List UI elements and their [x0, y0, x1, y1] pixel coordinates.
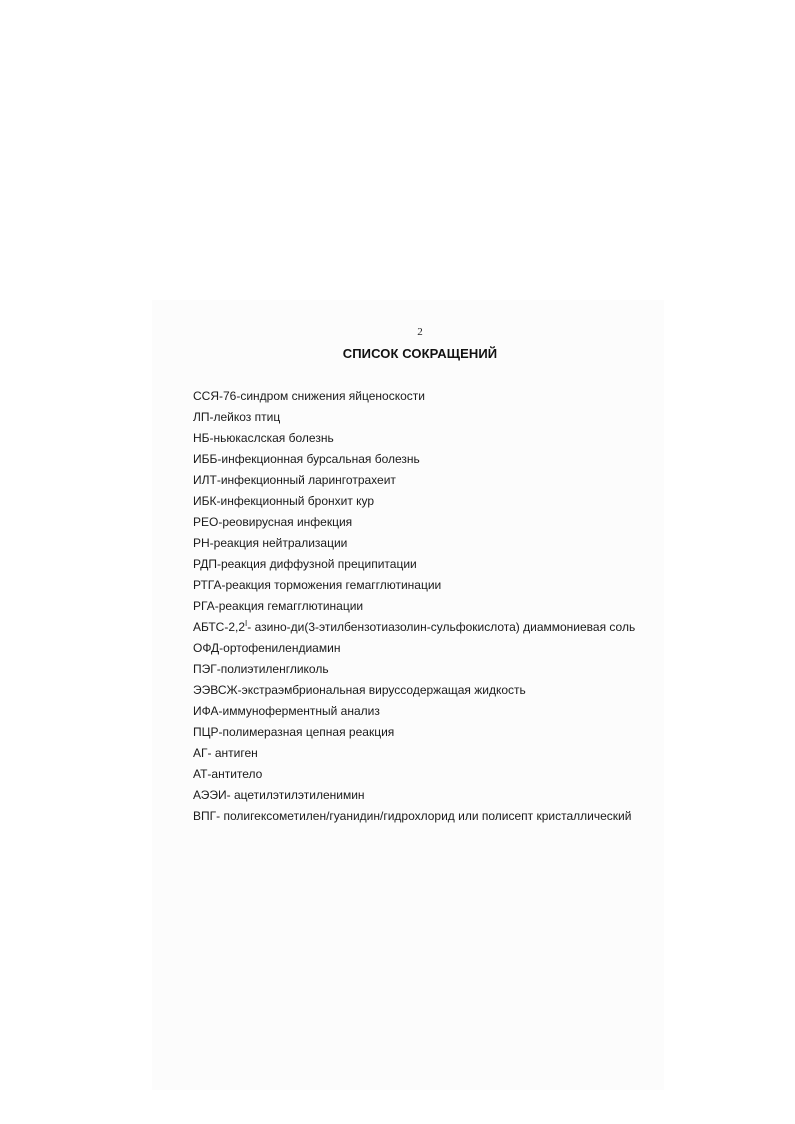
abbreviation-item: ССЯ-76-синдром снижения яйценоскости [193, 389, 425, 403]
abbreviation-item: РДП-реакция диффузной преципитации [193, 557, 417, 571]
abbreviation-item: АГ- антиген [193, 746, 258, 760]
abbreviation-text-start: АБТС-2,2 [193, 620, 246, 634]
abbreviation-item [193, 619, 635, 640]
abbreviation-superscript: I [245, 619, 248, 628]
abbreviation-item: РТГА-реакция торможения гемагглютинации [193, 578, 442, 592]
abbreviation-item: ВПГ- полигексометилен/гуанидин/гидрохлорид или полисепт кристаллический [193, 809, 632, 823]
abbreviation-item: ИЛТ-инфекционный ларинготрахеит [193, 473, 396, 487]
abbreviation-item: ПЭГ-полиэтиленгликоль [193, 662, 329, 676]
abbreviation-list [193, 388, 635, 829]
page-title: СПИСОК СОКРАЩЕНИЙ [342, 346, 498, 361]
abbreviation-item: РЕО-реовирусная инфекция [193, 515, 353, 529]
abbreviation-text-end: - азино-ди(3-этилбензотиазолин-сульфокислота) диаммониевая соль [247, 620, 636, 634]
abbreviation-item: ПЦР-полимеразная цепная реакция [193, 725, 395, 739]
abbreviation-item: НБ-ньюкаслская болезнь [193, 431, 334, 445]
abbreviation-item: АТ-антитело [193, 767, 263, 781]
abbreviation-item: РН-реакция нейтрализации [193, 536, 348, 550]
abbreviation-item: РГА-реакция гемагглютинации [193, 599, 364, 613]
abbreviation-item: ЛП-лейкоз птиц [193, 410, 281, 424]
abbreviation-item: ОФД-ортофенилендиамин [193, 641, 341, 655]
abbreviation-item: ИББ-инфекционная бурсальная болезнь [193, 452, 420, 466]
page-number: 2 [417, 326, 423, 338]
abbreviation-item: ИБК-инфекционный бронхит кур [193, 494, 375, 508]
abbreviation-item: ЭЭВСЖ-экстраэмбриональная вируссодержащая жидкость [193, 683, 526, 697]
abbreviation-item: АЭЭИ- ацетилэтилэтиленимин [193, 788, 365, 802]
abbreviation-item: ИФА-иммуноферментный анализ [193, 704, 380, 718]
